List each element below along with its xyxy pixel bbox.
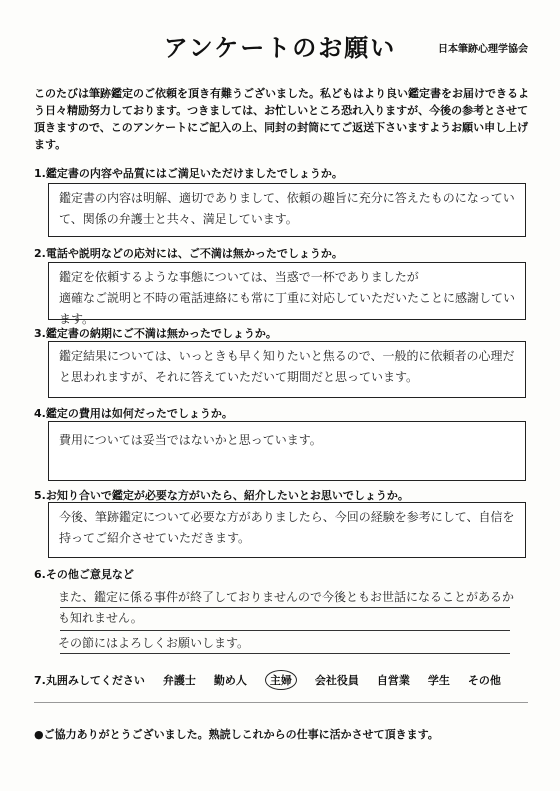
answer-2-text-line-1: 鑑定を依頼するような事態については、当惑で一杯でありましたが [59, 270, 419, 284]
question-5-label: 5.お知り合いで鑑定が必要な方がいたら、紹介したいとお思いでしょうか。 [34, 489, 409, 502]
intro-text: このたびは筆跡鑑定のご依頼を頂き有難うございました。私どもはより良い鑑定書をお届けできるよう日々精励努力しております。つきましては、お忙しいところ恐れ入りますが、今後の参考とさせて頂きますので、このアンケートにご記入の上、同封の封筒にてご返送下さいますようお願い申し上げます。 [34, 87, 529, 151]
answer-box-3[interactable] [48, 341, 526, 398]
question-2-label: 2.電話や説明などの応対には、ご不満は無かったでしょうか。 [34, 247, 343, 260]
thank-you-note: ●ご協力ありがとうございました。熟読しこれからの仕事に活かさせて頂きます。 [34, 728, 439, 741]
answer-4-text: 費用については妥当ではないかと思っています。 [59, 433, 322, 447]
option-student[interactable]: 学生 [427, 674, 450, 687]
answer-6-text-line-2: その節にはよろしくお願いします。 [58, 636, 250, 650]
answer-box-5[interactable] [48, 502, 526, 558]
option-other[interactable]: その他 [467, 674, 501, 687]
question-4-label: 4.鑑定の費用は如何だったでしょうか。 [34, 407, 233, 420]
answer-1-text: 鑑定書の内容は明解、適切でありまして、依頼の趣旨に充分に答えたものになっていて、関係の弁護士と共々、満足しています。 [59, 191, 515, 226]
question-1-label: 1.鑑定書の内容や品質にはご満足いただけましたでしょうか。 [34, 167, 343, 180]
organization-name: 日本筆跡心理学協会 [438, 44, 528, 55]
answer-box-1[interactable] [48, 183, 526, 237]
answer-6-text-line-1: また、鑑定に係る事件が終了しておりませんので今後ともお世話になることがあるかも知れません。 [58, 590, 515, 625]
page-title: アンケートのお願い [163, 34, 397, 62]
answer-3-text: 鑑定結果については、いっときも早く知りたいと焦るので、一般的に依頼者の心理だと思われますが、それに答えていただいて期間だと思っています。 [59, 349, 515, 384]
option-self-employed[interactable]: 自営業 [376, 674, 410, 687]
answer-box-2[interactable] [48, 262, 526, 326]
divider [34, 702, 528, 703]
answer-6-rule-2 [60, 630, 510, 631]
option-lawyer[interactable]: 弁護士 [162, 674, 196, 687]
option-employee[interactable]: 勤め人 [213, 674, 247, 687]
answer-box-4[interactable] [48, 421, 526, 481]
answer-6-rule-3 [60, 653, 510, 654]
question-6-label: 6.その他ご意見など [34, 568, 134, 581]
option-housewife-selected[interactable]: 主婦 [265, 670, 297, 690]
answer-6-rule-1 [60, 607, 510, 608]
question-7-label: 7.丸囲みしてください [34, 674, 145, 687]
question-3-label: 3.鑑定書の納期にご不満は無かったでしょうか。 [34, 327, 277, 340]
answer-5-text: 今後、筆跡鑑定について必要な方がありましたら、今回の経験を参考にして、自信を持ってご紹介させていただきます。 [59, 510, 515, 545]
answer-2-text-line-2: 適確なご説明と不時の電話連絡にも常に丁重に対応していただいたことに感謝しています。 [59, 291, 516, 326]
occupation-row [34, 670, 501, 690]
option-executive[interactable]: 会社役員 [314, 674, 359, 687]
answer-area-6[interactable] [48, 583, 526, 655]
